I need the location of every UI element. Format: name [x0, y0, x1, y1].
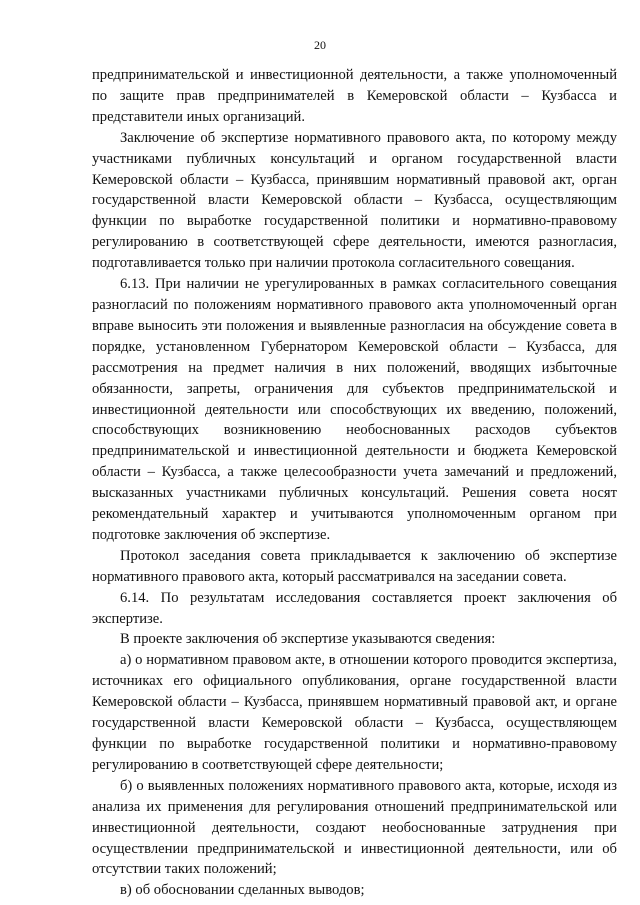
list-item-b: б) о выявленных положениях нормативного правового акта, которые, исходя из анализа их применения для регулирования отношений предпринимательской или инвестиционной деятельности, создают необоснованные затруднения при осуществлении предпринимательской и инвестиционной деятельности, или об отсутствии таких положений;	[92, 777, 617, 878]
paragraph-6-14: 6.14. По результатам исследования составляется проект заключения об экспертизе.	[92, 589, 617, 627]
list-item-a: а) о нормативном правовом акте, в отношении которого проводится экспертиза, источниках его официального опубликования, органе государственной власти Кемеровской области – Кузбасса, принявшем нормативный правовой акт, и органе государственной власти Кемеровской области – Кузбасса, осуществляющем функции по выработке государственной политики и нормативно-правовому регулированию в соответствующей сфере деятельности;	[92, 652, 617, 773]
page-number: 20	[314, 38, 326, 52]
paragraph-6-13: 6.13. При наличии не урегулированных в рамках согласительного совещания разногласий по положениям нормативного правового акта уполномоченный орган вправе выносить эти положения и выявленные разногласия на обсуждение совета в порядке, установленном Губернатором Кемеровской области – Кузбасса, для рассмотрения на предмет наличия в них положений, вводящих избыточные обязанности, запреты, ограничения для субъектов предпринимательской и инвестиционной деятельности или способствующих их введению, положений, способствующих возникновению необоснованных расходов субъектов предпринимательской и инвестиционной деятельности и бюджета Кемеровской области – Кузбасса, а также целесообразности учета замечаний и предложений, высказанных участниками публичных консультаций. Решения совета носят рекомендательный характер и учитываются уполномоченным органом при подготовке заключения об экспертизе.	[92, 276, 617, 543]
paragraph-continuation: предпринимательской и инвестиционной деятельности, а также уполномоченный по защите прав предпринимателей в Кемеровской области – Кузбасса и представители иных организаций.	[92, 67, 617, 125]
paragraph-draft-contents-intro: В проекте заключения об экспертизе указываются сведения:	[120, 631, 496, 648]
document-body	[92, 65, 617, 901]
paragraph-council-protocol: Протокол заседания совета прикладывается к заключению об экспертизе нормативного правового акта, который рассматривался на заседании совета.	[92, 547, 617, 585]
paragraph-conclusion-disagreements: Заключение об экспертизе нормативного правового акта, по которому между участниками публичных консультаций и органом государственной власти Кемеровской области – Кузбасса, принявшим нормативный правовой акт, орган государственной власти Кемеровской области – Кузбасса, осуществляющим функции по выработке государственной политики и нормативно-правовому регулированию в соответствующей сфере деятельности, имеются разногласия, подготавливается только при наличии протокола согласительного совещания.	[92, 129, 617, 272]
list-item-v: в) об обосновании сделанных выводов;	[120, 882, 365, 899]
